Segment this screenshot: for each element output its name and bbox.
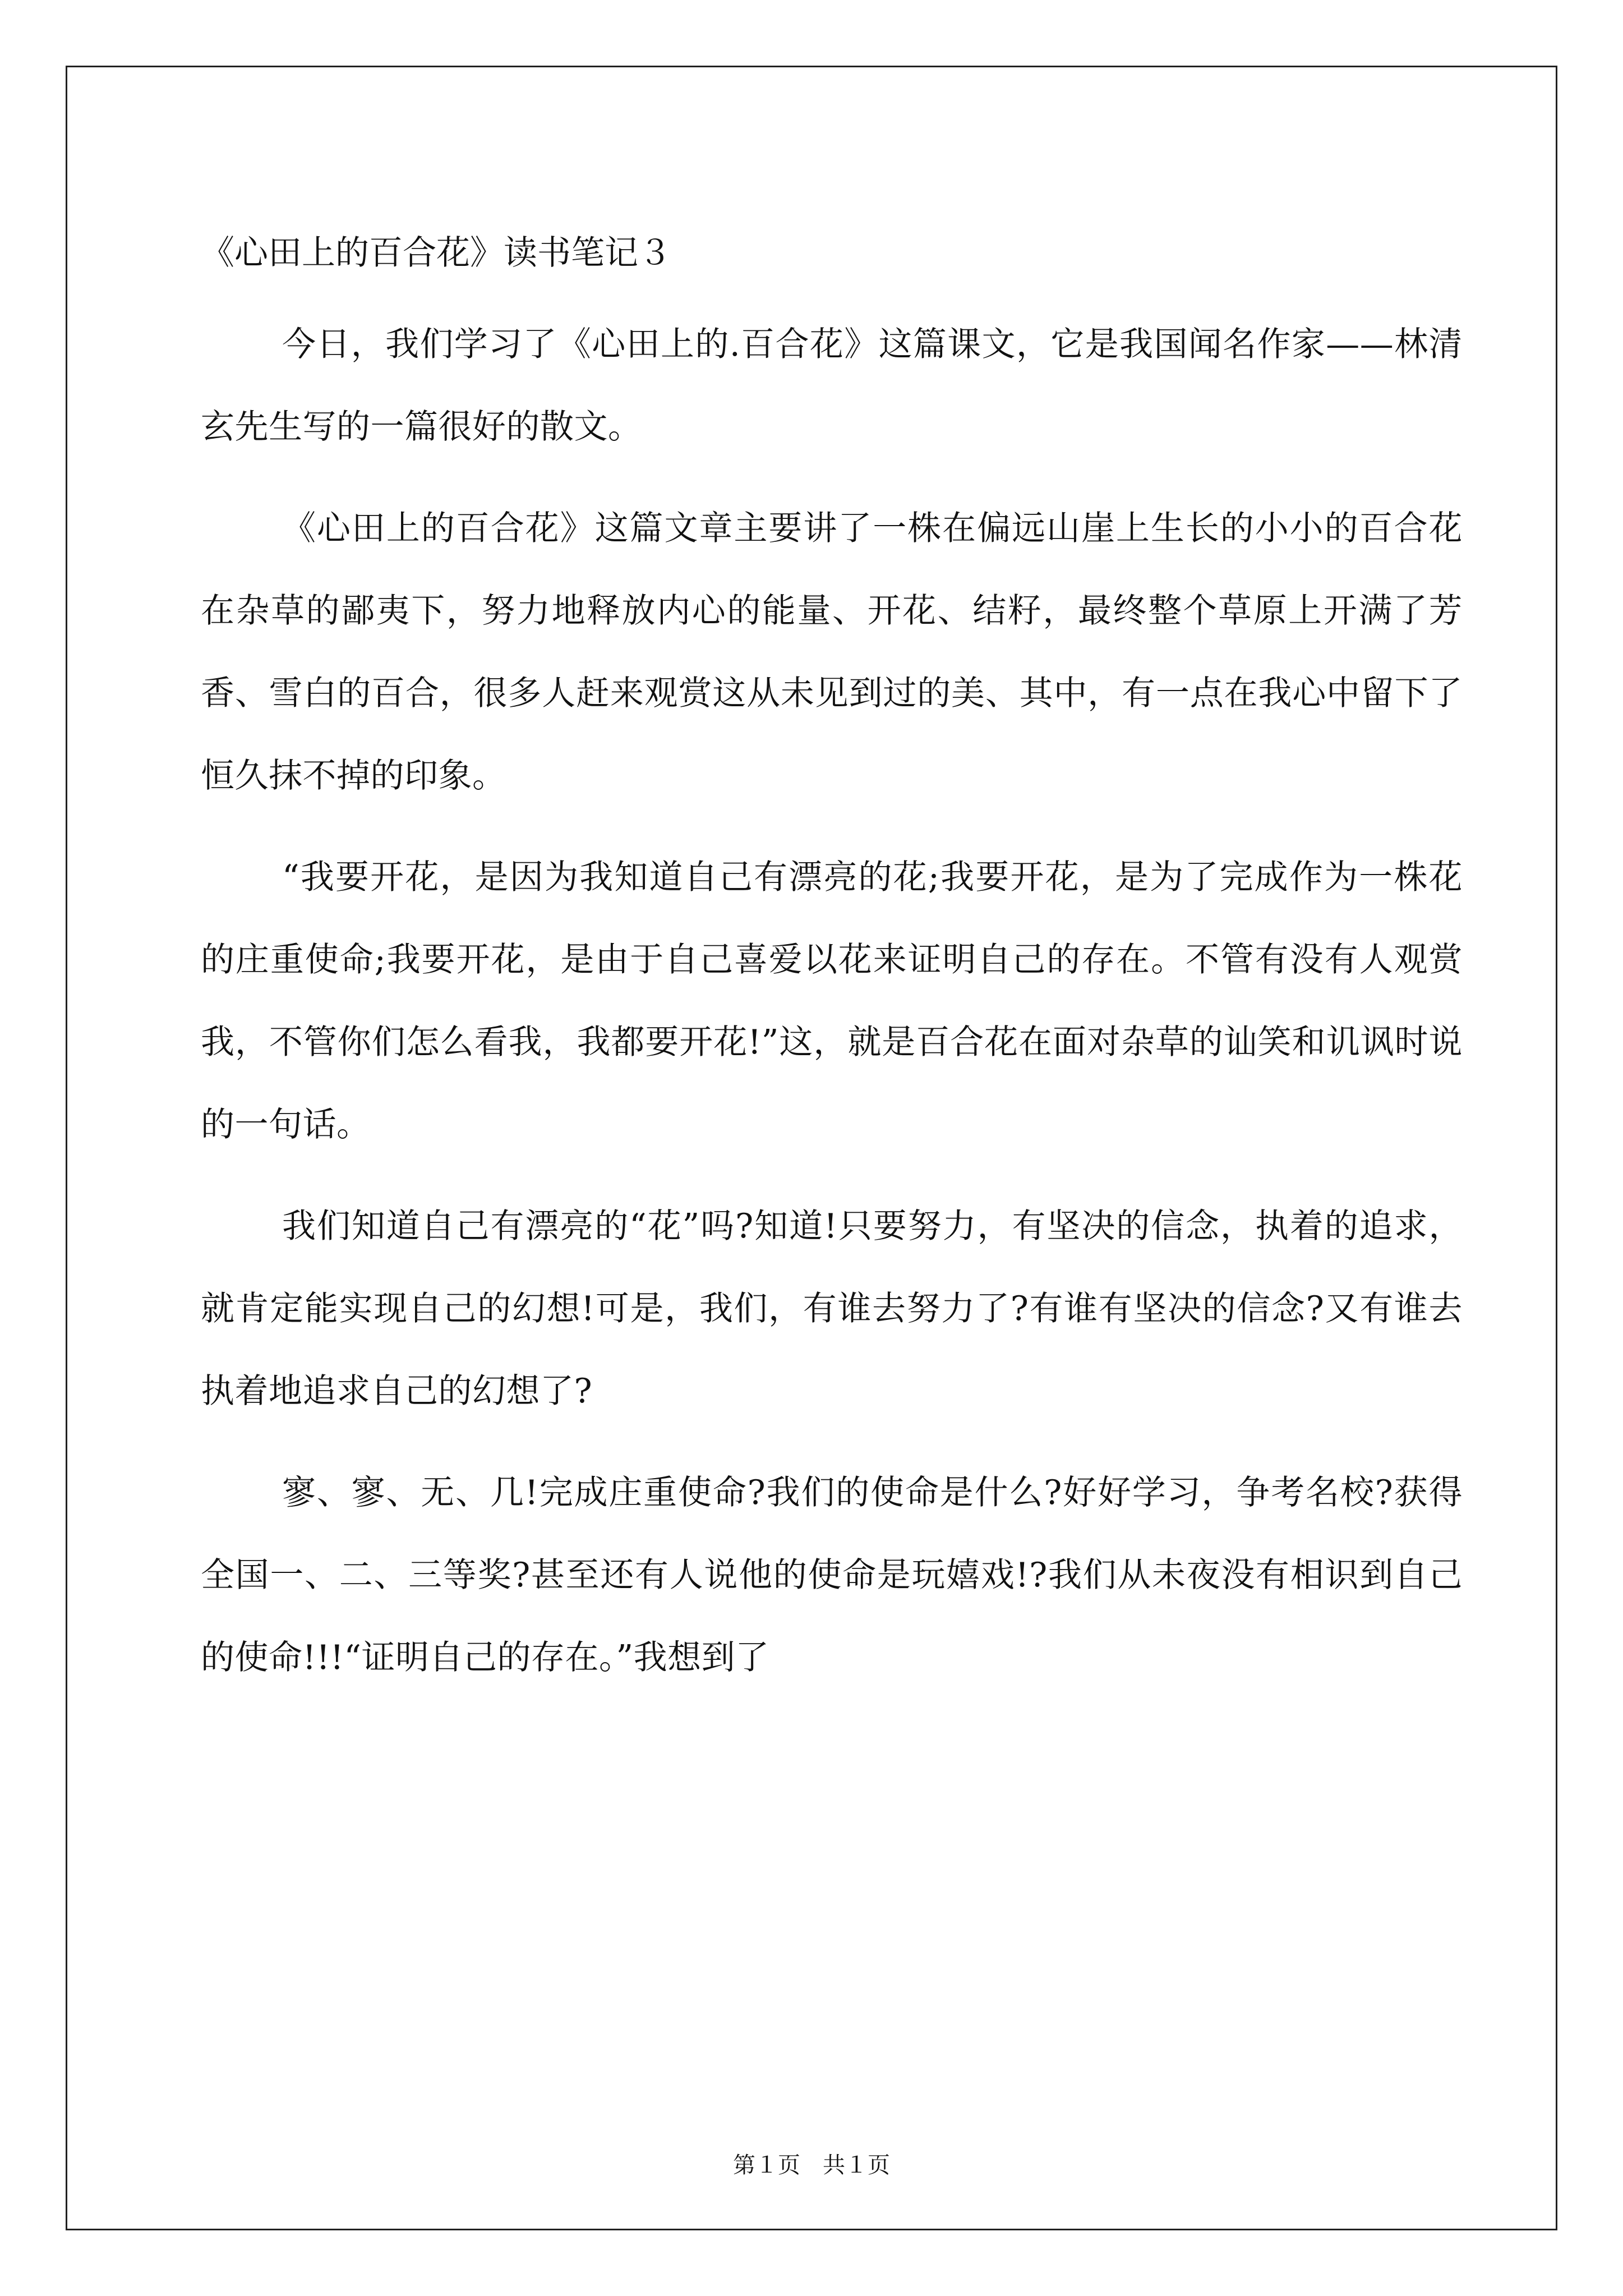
paragraph: 寥、寥、无、几!完成庄重使命?我们的使命是什么?好好学习，争考名校?获得全国一、二、三等奖?甚至还有人说他的使命是玩嬉戏!?我们从未夜没有相识到自己的使命!!!“证明自己的存在。”我想到了 (201, 1473, 1463, 1677)
paragraph: 《心田上的百合花》这篇文章主要讲了一株在偏远山崖上生长的小小的百合花在杂草的鄙夷下，努力地释放内心的能量、开花、结籽，最终整个草原上开满了芳香、雪白的百合，很多人赶来观赏这从未见到过的美、其中，有一点在我心中留下了恒久抹不掉的印象。 (201, 509, 1463, 795)
page-footer: 第１页 共１页 (733, 2152, 890, 2178)
document-body (201, 222, 1463, 1718)
paragraph: “我要开花，是因为我知道自己有漂亮的花;我要开花，是为了完成作为一株花的庄重使命;我要开花，是由于自己喜爱以花来证明自己的存在。不管有没有人观赏我，不管你们怎么看我，我都要开花!”这，就是百合花在面对杂草的讪笑和讥讽时说的一句话。 (201, 858, 1463, 1144)
paragraph: 今日，我们学习了《心田上的.百合花》这篇课文，它是我国闻名作家——林清玄先生写的一篇很好的散文。 (201, 325, 1463, 447)
document-title: 《心田上的百合花》读书笔记３ (201, 233, 672, 273)
paragraph: 我们知道自己有漂亮的“花”吗?知道!只要努力，有坚决的信念，执着的追求，就肯定能实现自己的幻想!可是，我们，有谁去努力了?有谁有坚决的信念?又有谁去执着地追求自己的幻想了? (201, 1207, 1463, 1411)
